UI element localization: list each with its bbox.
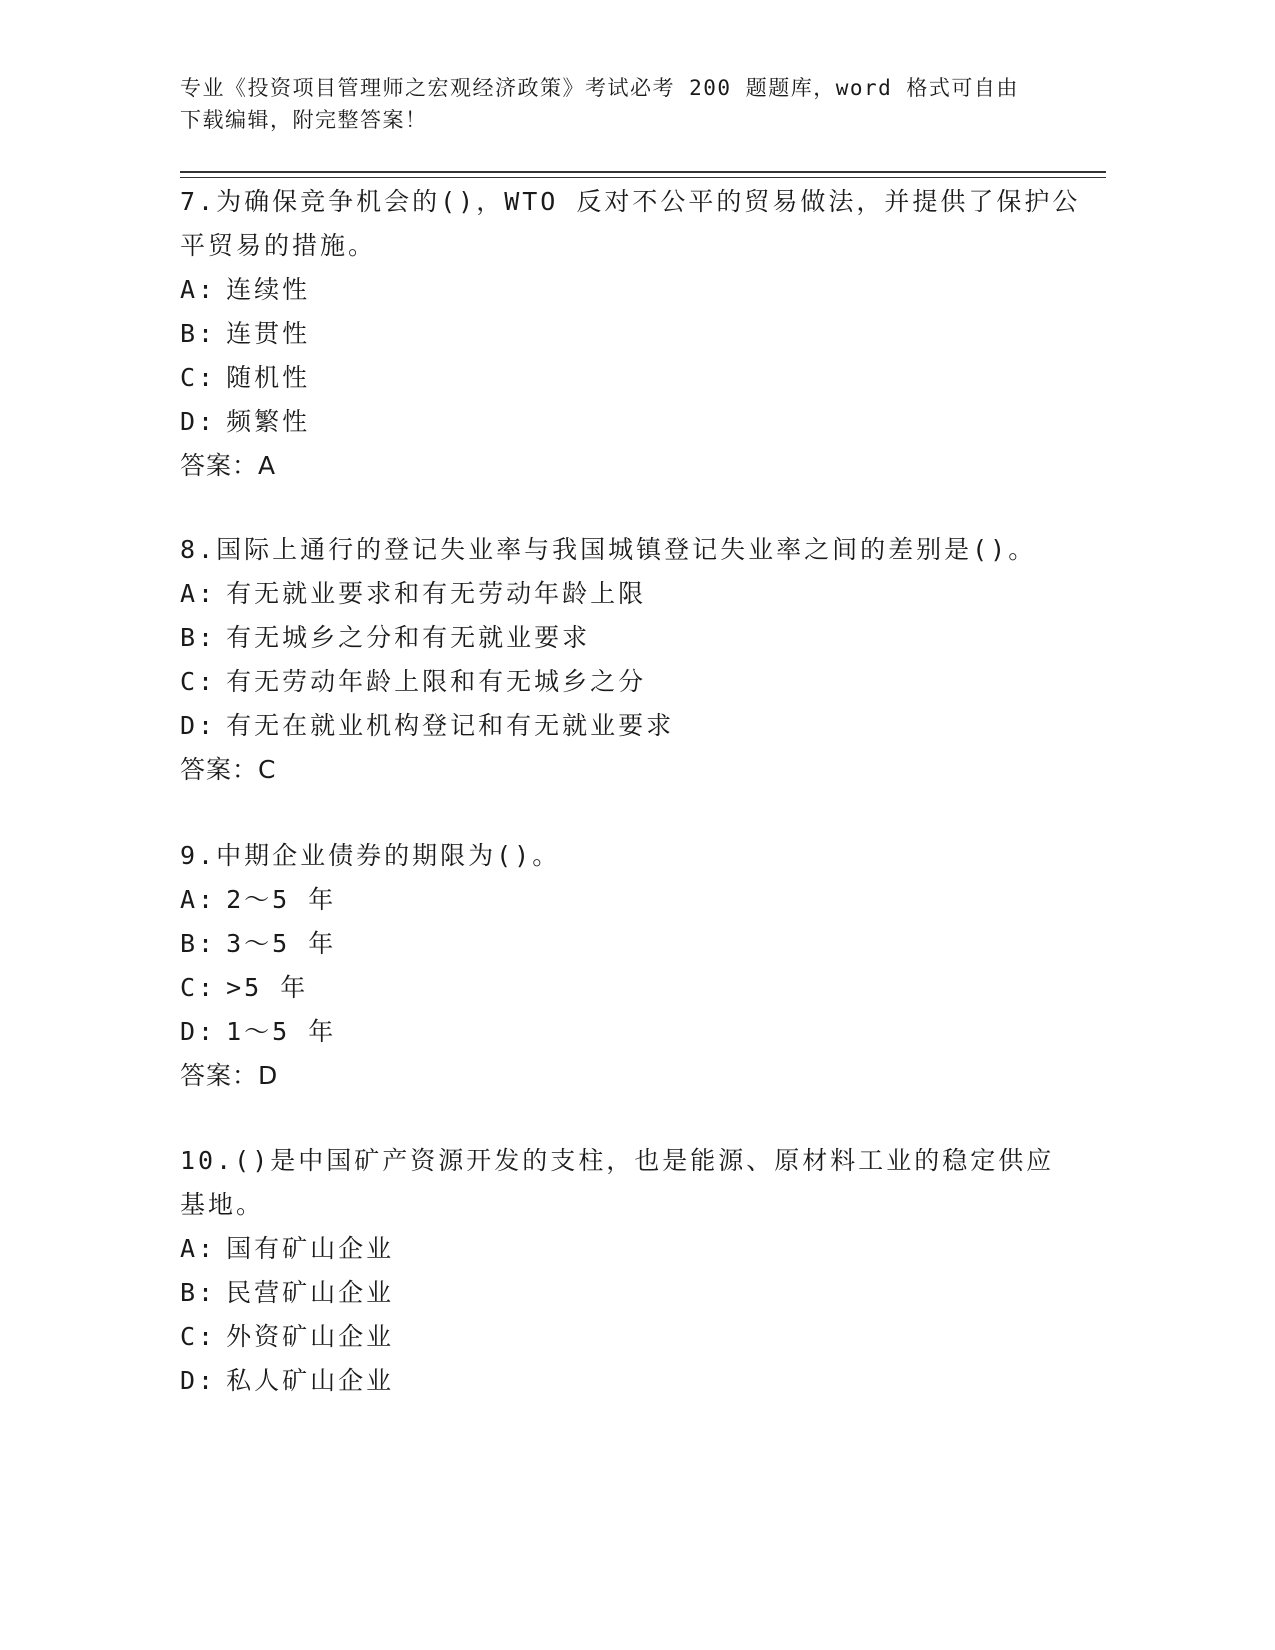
option-letter: A: [180, 885, 217, 914]
option-letter: C: [180, 973, 217, 1002]
option-letter: A: [180, 275, 217, 304]
question-9 [180, 834, 1060, 1098]
header-divider-thick [180, 171, 1106, 173]
option-letter: B: [180, 1278, 217, 1307]
header-line-2: 下载编辑，附完整答案！ [180, 108, 428, 132]
question-stem: 10.()是中国矿产资源开发的支柱，也是能源、原材料工业的稳定供应 [180, 1146, 1055, 1175]
option-text: 随机性 [226, 363, 311, 392]
option-text: 有无就业要求和有无劳动年龄上限 [226, 579, 647, 608]
option-letter: D: [180, 1366, 217, 1395]
option-d [180, 704, 1060, 748]
option-a [180, 572, 1060, 616]
option-a [180, 878, 1060, 922]
option-text: 频繁性 [226, 407, 311, 436]
option-d [180, 1010, 1060, 1054]
option-text: 连贯性 [226, 319, 311, 348]
option-letter: D: [180, 1017, 217, 1046]
answer-line: 答案：D [180, 1061, 279, 1090]
option-a [180, 1227, 1060, 1271]
option-text: 有无劳动年龄上限和有无城乡之分 [226, 667, 647, 696]
option-d [180, 1359, 1060, 1403]
document-header [180, 72, 1060, 136]
option-letter: A: [180, 1234, 217, 1263]
option-c [180, 966, 1060, 1010]
option-c [180, 1315, 1060, 1359]
question-stem: 8.国际上通行的登记失业率与我国城镇登记失业率之间的差别是()。 [180, 535, 1037, 564]
option-text: 有无城乡之分和有无就业要求 [226, 623, 591, 652]
option-text: 3～5 年 [226, 929, 337, 958]
option-letter: A: [180, 579, 217, 608]
option-text: 民营矿山企业 [226, 1278, 395, 1307]
question-stem: 平贸易的措施。 [180, 231, 377, 260]
header-divider-thin [180, 177, 1106, 178]
option-a [180, 268, 1060, 312]
option-b [180, 616, 1060, 660]
question-10 [180, 1139, 1060, 1403]
option-text: 1～5 年 [226, 1017, 337, 1046]
answer-line: 答案：A [180, 451, 277, 480]
option-c [180, 660, 1060, 704]
option-text: 有无在就业机构登记和有无就业要求 [226, 711, 675, 740]
option-text: 连续性 [226, 275, 311, 304]
option-d [180, 400, 1060, 444]
option-letter: B: [180, 623, 217, 652]
option-c [180, 356, 1060, 400]
question-stem: 7.为确保竞争机会的()，WTO 反对不公平的贸易做法，并提供了保护公 [180, 187, 1081, 216]
question-stem: 基地。 [180, 1190, 265, 1219]
option-letter: D: [180, 711, 217, 740]
option-letter: B: [180, 929, 217, 958]
header-line-1: 专业《投资项目管理师之宏观经济政策》考试必考 200 题题库，word 格式可自由 [180, 76, 1019, 100]
option-text: >5 年 [226, 973, 309, 1002]
option-b [180, 1271, 1060, 1315]
answer-line: 答案：C [180, 755, 277, 784]
option-letter: C: [180, 667, 217, 696]
option-b [180, 922, 1060, 966]
question-8 [180, 528, 1060, 792]
option-b [180, 312, 1060, 356]
option-text: 外资矿山企业 [226, 1322, 395, 1351]
option-letter: C: [180, 1322, 217, 1351]
option-text: 2～5 年 [226, 885, 337, 914]
question-7 [180, 180, 1081, 488]
option-letter: B: [180, 319, 217, 348]
option-letter: C: [180, 363, 217, 392]
option-text: 私人矿山企业 [226, 1366, 395, 1395]
option-letter: D: [180, 407, 217, 436]
question-stem: 9.中期企业债券的期限为()。 [180, 841, 561, 870]
option-text: 国有矿山企业 [226, 1234, 395, 1263]
